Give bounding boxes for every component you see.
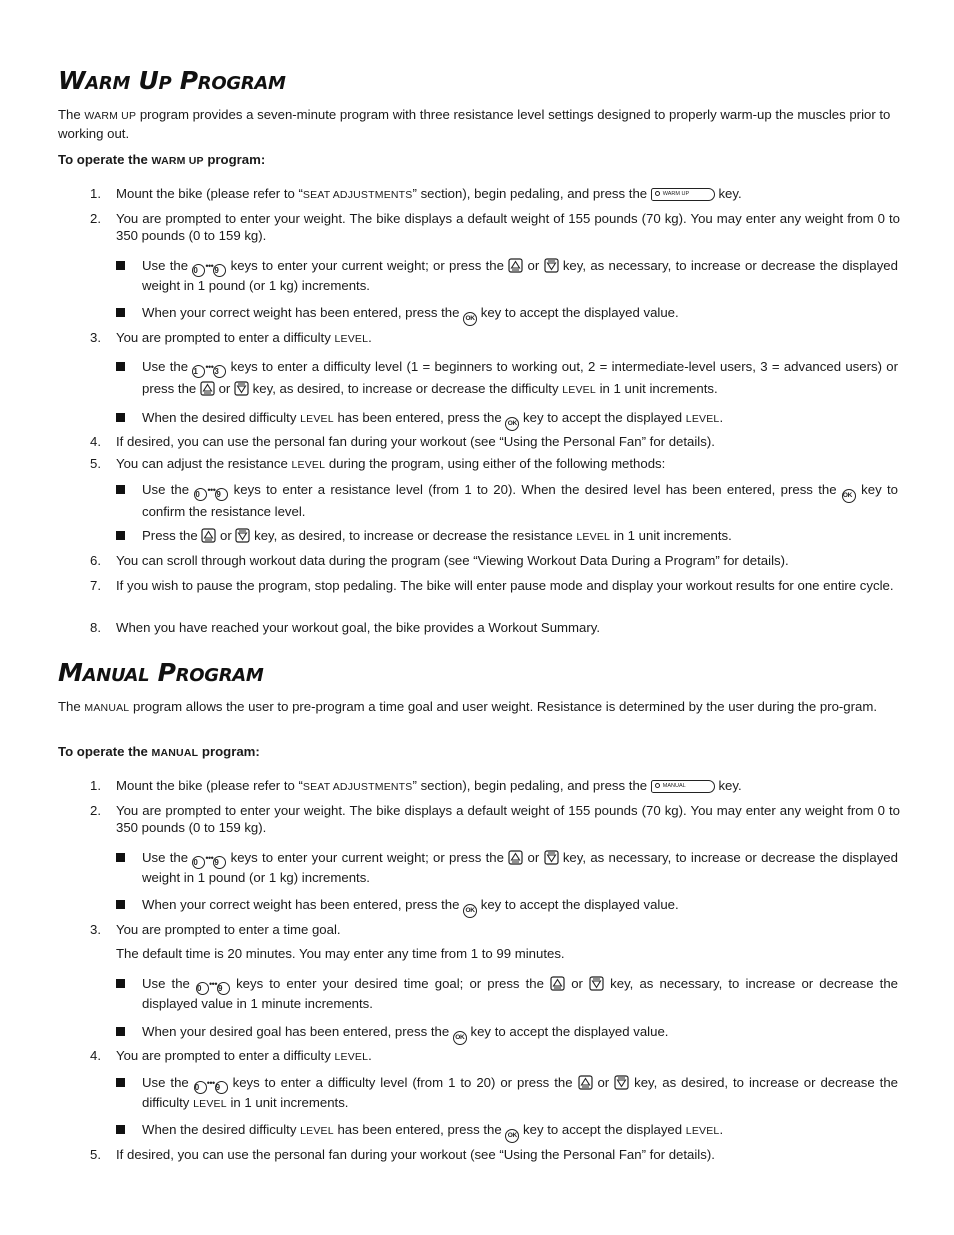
level-term: LEVEL [334, 333, 369, 345]
up-arrow-key-icon [550, 976, 565, 991]
down-arrow-key-icon [614, 1075, 629, 1090]
step-text: You are prompted to enter your weight. The bike displays a default weight of 155 pounds (70 kg). You may enter any weight from 0 to 350 pounds (0 to 159 kg). [116, 211, 900, 243]
range-dots-icon: ••• [206, 1078, 215, 1088]
bullet-text: Use the [142, 1075, 194, 1090]
warm-up-step-3-bullet-1 [142, 356, 898, 401]
step-text: You can scroll through workout data during the program (see “Viewing Workout Data During a Program” for details). [116, 553, 789, 568]
bullet-square-icon [116, 308, 125, 317]
bullet-square-icon [116, 413, 125, 422]
manual-heading [58, 658, 264, 687]
up-arrow-key-icon [508, 258, 523, 273]
warm-up-step-3-bullet-2 [142, 409, 898, 431]
ok-key-icon: OK [453, 1031, 467, 1045]
bullet-text: Use the [142, 850, 193, 865]
bullet-text: keys to enter your current weight; or press the [226, 850, 509, 865]
warm-up-intro [58, 106, 900, 142]
step-text: key. [714, 778, 742, 793]
up-arrow-key-icon [200, 381, 215, 396]
step-number: 3. [90, 922, 101, 937]
digit-key-icon: 0 [194, 488, 207, 501]
bullet-text: When the desired difficulty [142, 410, 301, 425]
step-number: 4. [90, 1048, 101, 1063]
range-dots-icon: ••• [205, 261, 214, 271]
level-term: LEVEL [300, 1125, 334, 1137]
bullet-text: or [565, 976, 590, 991]
warm-up-step-5 [90, 455, 900, 474]
level-term: LEVEL [685, 1125, 720, 1137]
manual-intro [58, 698, 900, 717]
ok-key-icon: OK [505, 417, 519, 431]
key-label: WARM UP [662, 191, 690, 197]
warm-up-step-5-bullet-2 [142, 527, 898, 546]
bullet-text: key to accept the displayed [519, 410, 686, 425]
step-text: . [368, 1048, 372, 1063]
intro-text: program provides a seven-minute program with three resistance level settings designed to properly warm-up the muscles prior to working out. [58, 107, 891, 141]
bullet-text: keys to enter your desired time goal; or press the [229, 976, 551, 991]
step-text: ” section), begin pedaling, and press the [412, 186, 648, 201]
bullet-text: keys to enter a difficulty level (from 1 to 20) or press the [227, 1075, 578, 1090]
level-term: LEVEL [685, 413, 720, 425]
step-number: 2. [90, 211, 101, 226]
bullet-text: key, as necessary, to increase or decrease the displayed weight in 1 pound (or 1 kg) increments. [142, 850, 898, 885]
bullet-text: key to accept the displayed [519, 1122, 686, 1137]
bullet-square-icon [116, 362, 125, 371]
bullet-square-icon [116, 1125, 125, 1134]
warm-up-step-1 [90, 185, 900, 204]
bullet-text: key, as necessary, to increase or decrease the displayed weight in 1 pound (or 1 kg) increments. [142, 258, 898, 293]
bullet-text: keys to enter a difficulty level (1 = beginners to working out, 2 = intermediate-level users, 3 = advanced users) or press the [142, 359, 898, 396]
manual-step-5 [90, 1146, 900, 1163]
warm-up-step-6 [90, 552, 900, 569]
bullet-text: key, as desired, to increase or decrease the difficulty [142, 1075, 898, 1110]
subheading-text: To operate the [58, 152, 152, 167]
level-term: LEVEL [193, 1098, 227, 1110]
manual-heading-text: Manual Program [58, 658, 264, 687]
bullet-text: key to accept the displayed value. [466, 1024, 669, 1039]
step-section-name: SEAT ADJUSTMENTS [302, 189, 413, 201]
ok-key-icon: OK [842, 489, 856, 503]
level-term: LEVEL [300, 413, 334, 425]
step-text: key. [714, 186, 742, 201]
step-section-name: SEAT ADJUSTMENTS [302, 781, 413, 793]
manual-step-3 [90, 921, 900, 938]
down-arrow-key-icon [544, 850, 559, 865]
step-text: . [368, 330, 372, 345]
down-arrow-key-icon [234, 381, 249, 396]
manual-step-1 [90, 777, 900, 796]
bullet-text: When your correct weight has been entered, press the [142, 305, 464, 320]
step-text: You can adjust the resistance [116, 456, 292, 471]
level-term: LEVEL [334, 1051, 369, 1063]
step-number: 6. [90, 553, 101, 568]
subheading-text: program: [198, 744, 260, 759]
bullet-text: . [719, 410, 724, 425]
bullet-text: has been entered, press the [333, 410, 506, 425]
digit-key-icon: 3 [213, 365, 226, 378]
digit-key-icon: 9 [215, 488, 228, 501]
ok-key-icon: OK [463, 904, 477, 918]
step-number: 5. [90, 1147, 101, 1162]
manual-step-3-bullet-1 [142, 975, 898, 1012]
step-text: Mount the bike (please refer to “ [116, 186, 303, 201]
step-number: 1. [90, 778, 101, 793]
intro-text: The [58, 107, 85, 122]
manual-step-3-note: The default time is 20 minutes. You may enter any time from 1 to 99 minutes. [116, 946, 565, 961]
level-term: LEVEL [576, 531, 611, 543]
level-term: LEVEL [291, 459, 326, 471]
bullet-text: Use the [142, 482, 195, 497]
bullet-text: or [214, 381, 234, 396]
bullet-text: has been entered, press the [333, 1122, 506, 1137]
bullet-text: in 1 unit increments. [226, 1095, 349, 1110]
range-dots-icon: ••• [205, 362, 214, 372]
bullet-text: or [523, 258, 544, 273]
manual-step-4 [90, 1047, 900, 1066]
warm-up-step-2 [90, 210, 900, 244]
bullet-text: Use the [142, 359, 193, 374]
warm-up-step-7 [90, 577, 900, 594]
manual-step-2 [90, 802, 900, 836]
manual-step-3-bullet-2 [142, 1023, 898, 1045]
bullet-text: When the desired difficulty [142, 1122, 301, 1137]
manual-step-2-bullet-1 [142, 849, 898, 886]
step-text: When you have reached your workout goal, the bike provides a Workout Summary. [116, 620, 601, 635]
step-number: 8. [90, 620, 101, 635]
digit-key-icon: 0 [192, 264, 205, 277]
bullet-square-icon [116, 261, 125, 270]
warm-up-step-3 [90, 329, 900, 348]
manual-step-2-bullet-2 [142, 896, 898, 918]
warm-up-step-8 [90, 619, 900, 636]
warm-up-key-icon [651, 188, 715, 201]
step-number: 3. [90, 330, 101, 345]
step-text: You are prompted to enter a time goal. [116, 922, 341, 937]
bullet-text: . [719, 1122, 724, 1137]
down-arrow-key-icon [235, 528, 250, 543]
step-text: You are prompted to enter a difficulty [116, 1048, 335, 1063]
bullet-text: keys to enter a resistance level (from 1 to 20). When the desired level has been entered, press the [228, 482, 842, 497]
digit-key-icon: 9 [217, 982, 230, 995]
manual-key-icon [651, 780, 715, 793]
step-number: 7. [90, 578, 101, 593]
bullet-text: keys to enter your current weight; or press the [226, 258, 509, 273]
digit-key-icon: 0 [196, 982, 209, 995]
bullet-text: Use the [142, 976, 197, 991]
bullet-text: or [216, 528, 236, 543]
step-text: ” section), begin pedaling, and press the [412, 778, 648, 793]
warm-up-step-2-bullet-2 [142, 304, 898, 326]
warm-up-step-2-bullet-1 [142, 257, 898, 294]
bullet-square-icon [116, 1078, 125, 1087]
digit-key-icon: 9 [213, 856, 226, 869]
subheading-program-name: MANUAL [151, 747, 199, 759]
bullet-text: key to accept the displayed value. [477, 897, 679, 912]
bullet-text: key to confirm the resistance level. [142, 482, 898, 519]
bullet-square-icon [116, 979, 125, 988]
bullet-square-icon [116, 485, 125, 494]
intro-program-name: WARM UP [84, 110, 137, 122]
warm-up-subheading [58, 151, 265, 170]
manual-step-4-bullet-2 [142, 1121, 898, 1143]
bullet-text: in 1 unit increments. [610, 528, 732, 543]
level-term: LEVEL [562, 384, 596, 396]
key-label: MANUAL [662, 783, 686, 789]
up-arrow-key-icon [508, 850, 523, 865]
bullet-text: Use the [142, 258, 193, 273]
bullet-text: or [523, 850, 544, 865]
warm-up-heading-text: Warm Up Program [58, 66, 286, 95]
bullet-square-icon [116, 853, 125, 862]
intro-text: program allows the user to pre-program a time goal and user weight. Resistance is determined by the user during the pro-gram. [129, 699, 878, 714]
up-arrow-key-icon [201, 528, 216, 543]
step-text: You are prompted to enter your weight. The bike displays a default weight of 155 pounds (70 kg). You may enter any weight from 0 to 350 pounds (0 to 159 kg). [116, 803, 900, 835]
ok-key-icon: OK [505, 1129, 519, 1143]
step-text: If desired, you can use the personal fan during your workout (see “Using the Personal Fan” for details). [116, 434, 715, 449]
step-text: during the program, using either of the following methods: [325, 456, 666, 471]
bullet-text: key, as desired, to increase or decrease the resistance [250, 528, 577, 543]
warm-up-step-4 [90, 433, 900, 450]
step-text: You are prompted to enter a difficulty [116, 330, 335, 345]
ok-key-icon: OK [463, 312, 477, 326]
step-number: 2. [90, 803, 101, 818]
bullet-square-icon [116, 531, 125, 540]
bullet-square-icon [116, 1027, 125, 1036]
range-dots-icon: ••• [207, 485, 216, 495]
intro-program-name: MANUAL [84, 702, 130, 714]
bullet-text: in 1 unit increments. [595, 381, 718, 396]
subheading-text: To operate the [58, 744, 152, 759]
step-number: 4. [90, 434, 101, 449]
down-arrow-key-icon [544, 258, 559, 273]
bullet-text: key, as necessary, to increase or decrease the displayed value in 1 minute increments. [142, 976, 898, 1011]
bullet-square-icon [116, 900, 125, 909]
subheading-text: program: [203, 152, 266, 167]
step-text: If desired, you can use the personal fan during your workout (see “Using the Personal Fan” for details). [116, 1147, 715, 1162]
bullet-text: When your desired goal has been entered, press the [142, 1024, 453, 1039]
subheading-program-name: WARM UP [151, 155, 204, 167]
range-dots-icon: ••• [209, 979, 217, 989]
step-number: 5. [90, 456, 101, 471]
digit-key-icon: 9 [215, 1081, 228, 1094]
digit-key-icon: 1 [192, 365, 205, 378]
bullet-text: key to accept the displayed value. [477, 305, 679, 320]
warm-up-step-5-bullet-1 [142, 481, 898, 520]
range-dots-icon: ••• [205, 853, 214, 863]
intro-text: The [58, 699, 85, 714]
bullet-text: When your correct weight has been entered, press the [142, 897, 464, 912]
bullet-text: key, as desired, to increase or decrease the difficulty [248, 381, 563, 396]
step-text: If you wish to pause the program, stop pedaling. The bike will enter pause mode and display your workout results for one entire cycle. [116, 578, 894, 593]
digit-key-icon: 0 [194, 1081, 207, 1094]
step-text: Mount the bike (please refer to “ [116, 778, 303, 793]
digit-key-icon: 9 [213, 264, 226, 277]
down-arrow-key-icon [589, 976, 604, 991]
manual-subheading [58, 743, 260, 762]
manual-step-4-bullet-1 [142, 1074, 898, 1113]
warm-up-heading [58, 66, 286, 95]
up-arrow-key-icon [578, 1075, 593, 1090]
bullet-text: or [592, 1075, 615, 1090]
step-number: 1. [90, 186, 101, 201]
bullet-text: Press the [142, 528, 202, 543]
digit-key-icon: 0 [192, 856, 205, 869]
